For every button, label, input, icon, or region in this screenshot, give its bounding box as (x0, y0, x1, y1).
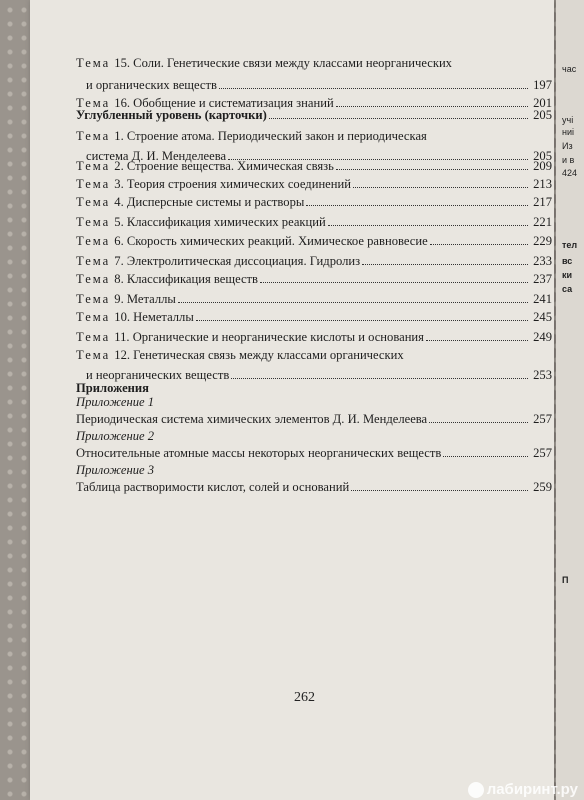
appendix-label: Приложение 3 (76, 463, 155, 477)
leader-dots (426, 330, 528, 341)
next-page-fragment: Из (562, 141, 573, 151)
topic-title: 11. Органические и неорганические кислоты и основания (114, 330, 424, 345)
topic-keyword: Тема (76, 159, 111, 174)
toc-topic (76, 292, 552, 307)
toc-topic-continuation (86, 78, 552, 93)
leader-dots (351, 480, 528, 491)
appendices-heading: Приложения (76, 381, 149, 395)
leader-dots (231, 368, 528, 379)
appendix-entry (76, 446, 552, 461)
next-page-fragment: тел (562, 240, 578, 250)
next-page-fragment: 424 (562, 168, 578, 178)
leader-dots (328, 215, 528, 226)
topic-title: 4. Дисперсные системы и растворы (114, 195, 305, 210)
topic-keyword: Тема (76, 272, 111, 287)
toc-topic (76, 215, 552, 230)
leader-dots (219, 78, 528, 89)
appendix-label: Приложение 1 (76, 395, 155, 409)
topic-title: 10. Неметаллы (114, 310, 194, 325)
leader-dots (362, 254, 528, 265)
next-page-fragment: час (562, 64, 577, 74)
topic-title: 1. Строение атома. Периодический закон и периодическая (114, 129, 427, 143)
topic-title: 7. Электролитическая диссоциация. Гидролиз (114, 254, 361, 269)
topic-keyword: Тема (76, 195, 111, 210)
topic-keyword: Тема (76, 330, 111, 345)
leader-dots (430, 234, 528, 245)
toc-topic-continuation (86, 368, 552, 383)
topic-title: 12. Генетическая связь между классами органических (114, 348, 404, 362)
next-page-fragment: П (562, 575, 569, 585)
next-page-fragment: учі (562, 115, 574, 125)
page-ref: 221 (533, 215, 552, 230)
page-ref: 209 (533, 159, 552, 174)
toc-topic (76, 272, 552, 287)
toc-topic (76, 254, 552, 269)
topic-keyword: Тема (76, 56, 111, 70)
section-title: Углубленный уровень (карточки) (76, 108, 267, 123)
topic-keyword: Тема (76, 310, 111, 325)
page-ref: 253 (533, 368, 552, 383)
appendix-title: Таблица растворимости кислот, солей и оснований (76, 480, 350, 495)
toc-topic (76, 159, 552, 174)
topic-title: 9. Металлы (114, 292, 176, 307)
toc-topic (76, 310, 552, 325)
next-page-fragment: са (562, 284, 573, 294)
leader-dots (269, 108, 528, 119)
page-ref: 229 (533, 234, 552, 249)
topic-title: 3. Теория строения химических соединений (114, 177, 351, 192)
appendix-title: Периодическая система химических элементов Д. И. Менделеева (76, 412, 428, 427)
topic-title-continuation: и неорганических веществ (86, 368, 230, 383)
toc-section (76, 108, 552, 123)
next-page-fragment: и в (562, 155, 575, 165)
book-page (30, 0, 554, 800)
topic-keyword: Тема (76, 348, 111, 362)
topic-keyword: Тема (76, 96, 111, 111)
toc-topic (76, 330, 552, 345)
toc-topic (76, 348, 552, 363)
page-ref: 245 (533, 310, 552, 325)
page-ref: 233 (533, 254, 552, 269)
page-ref: 213 (533, 177, 552, 192)
appendix-entry (76, 412, 552, 427)
page-ref: 257 (533, 412, 552, 427)
leader-dots (336, 159, 528, 170)
leader-dots (336, 96, 528, 107)
leader-dots (196, 310, 528, 321)
toc-topic (76, 129, 552, 144)
page-ref: 257 (533, 446, 552, 461)
topic-title: 2. Строение вещества. Химическая связь (114, 159, 334, 174)
page-ref: 241 (533, 292, 552, 307)
topic-keyword: Тема (76, 292, 111, 307)
page-ref: 217 (533, 195, 552, 210)
next-page-fragment: вс (562, 256, 573, 266)
page-ref: 237 (533, 272, 552, 287)
next-page-edge (556, 0, 584, 800)
labirint-logo-icon (468, 782, 484, 798)
watermark (468, 781, 578, 798)
leader-dots (260, 272, 528, 283)
topic-title: 15. Соли. Генетические связи между классами неорганических (114, 56, 452, 70)
toc-topic (76, 234, 552, 249)
next-page-fragment: ки (562, 270, 573, 280)
page-number: 262 (294, 690, 315, 705)
appendix-title: Относительные атомные массы некоторых неорганических веществ (76, 446, 442, 461)
page-ref: 201 (533, 96, 552, 111)
topic-keyword: Тема (76, 234, 111, 249)
topic-title-continuation: и органических веществ (86, 78, 217, 93)
page-ref: 249 (533, 330, 552, 345)
page-ref: 259 (533, 480, 552, 495)
toc-topic (76, 177, 552, 192)
page-ref: 205 (533, 108, 552, 123)
topic-title-continuation: система Д. И. Менделеева (86, 149, 227, 164)
leader-dots (429, 412, 528, 423)
topic-keyword: Тема (76, 129, 111, 143)
topic-title: 8. Классификация веществ (114, 272, 259, 287)
toc-topic (76, 195, 552, 210)
topic-title: 6. Скорость химических реакций. Химическое равновесие (114, 234, 428, 249)
appendix-label: Приложение 2 (76, 429, 155, 443)
appendix-entry (76, 480, 552, 495)
leader-dots (443, 446, 528, 457)
leader-dots (353, 177, 528, 188)
topic-keyword: Тема (76, 177, 111, 192)
topic-keyword: Тема (76, 215, 111, 230)
leader-dots (306, 195, 528, 206)
page-ref: 205 (533, 149, 552, 164)
topic-title: 16. Обобщение и систематизация знаний (114, 96, 334, 111)
watermark-text: лабиринт.ру (486, 780, 578, 798)
toc-topic (76, 56, 552, 71)
topic-keyword: Тема (76, 254, 111, 269)
topic-title: 5. Классификация химических реакций (114, 215, 326, 230)
page-ref: 197 (533, 78, 552, 93)
leader-dots (178, 292, 528, 303)
next-page-fragment: ниі (562, 127, 574, 137)
